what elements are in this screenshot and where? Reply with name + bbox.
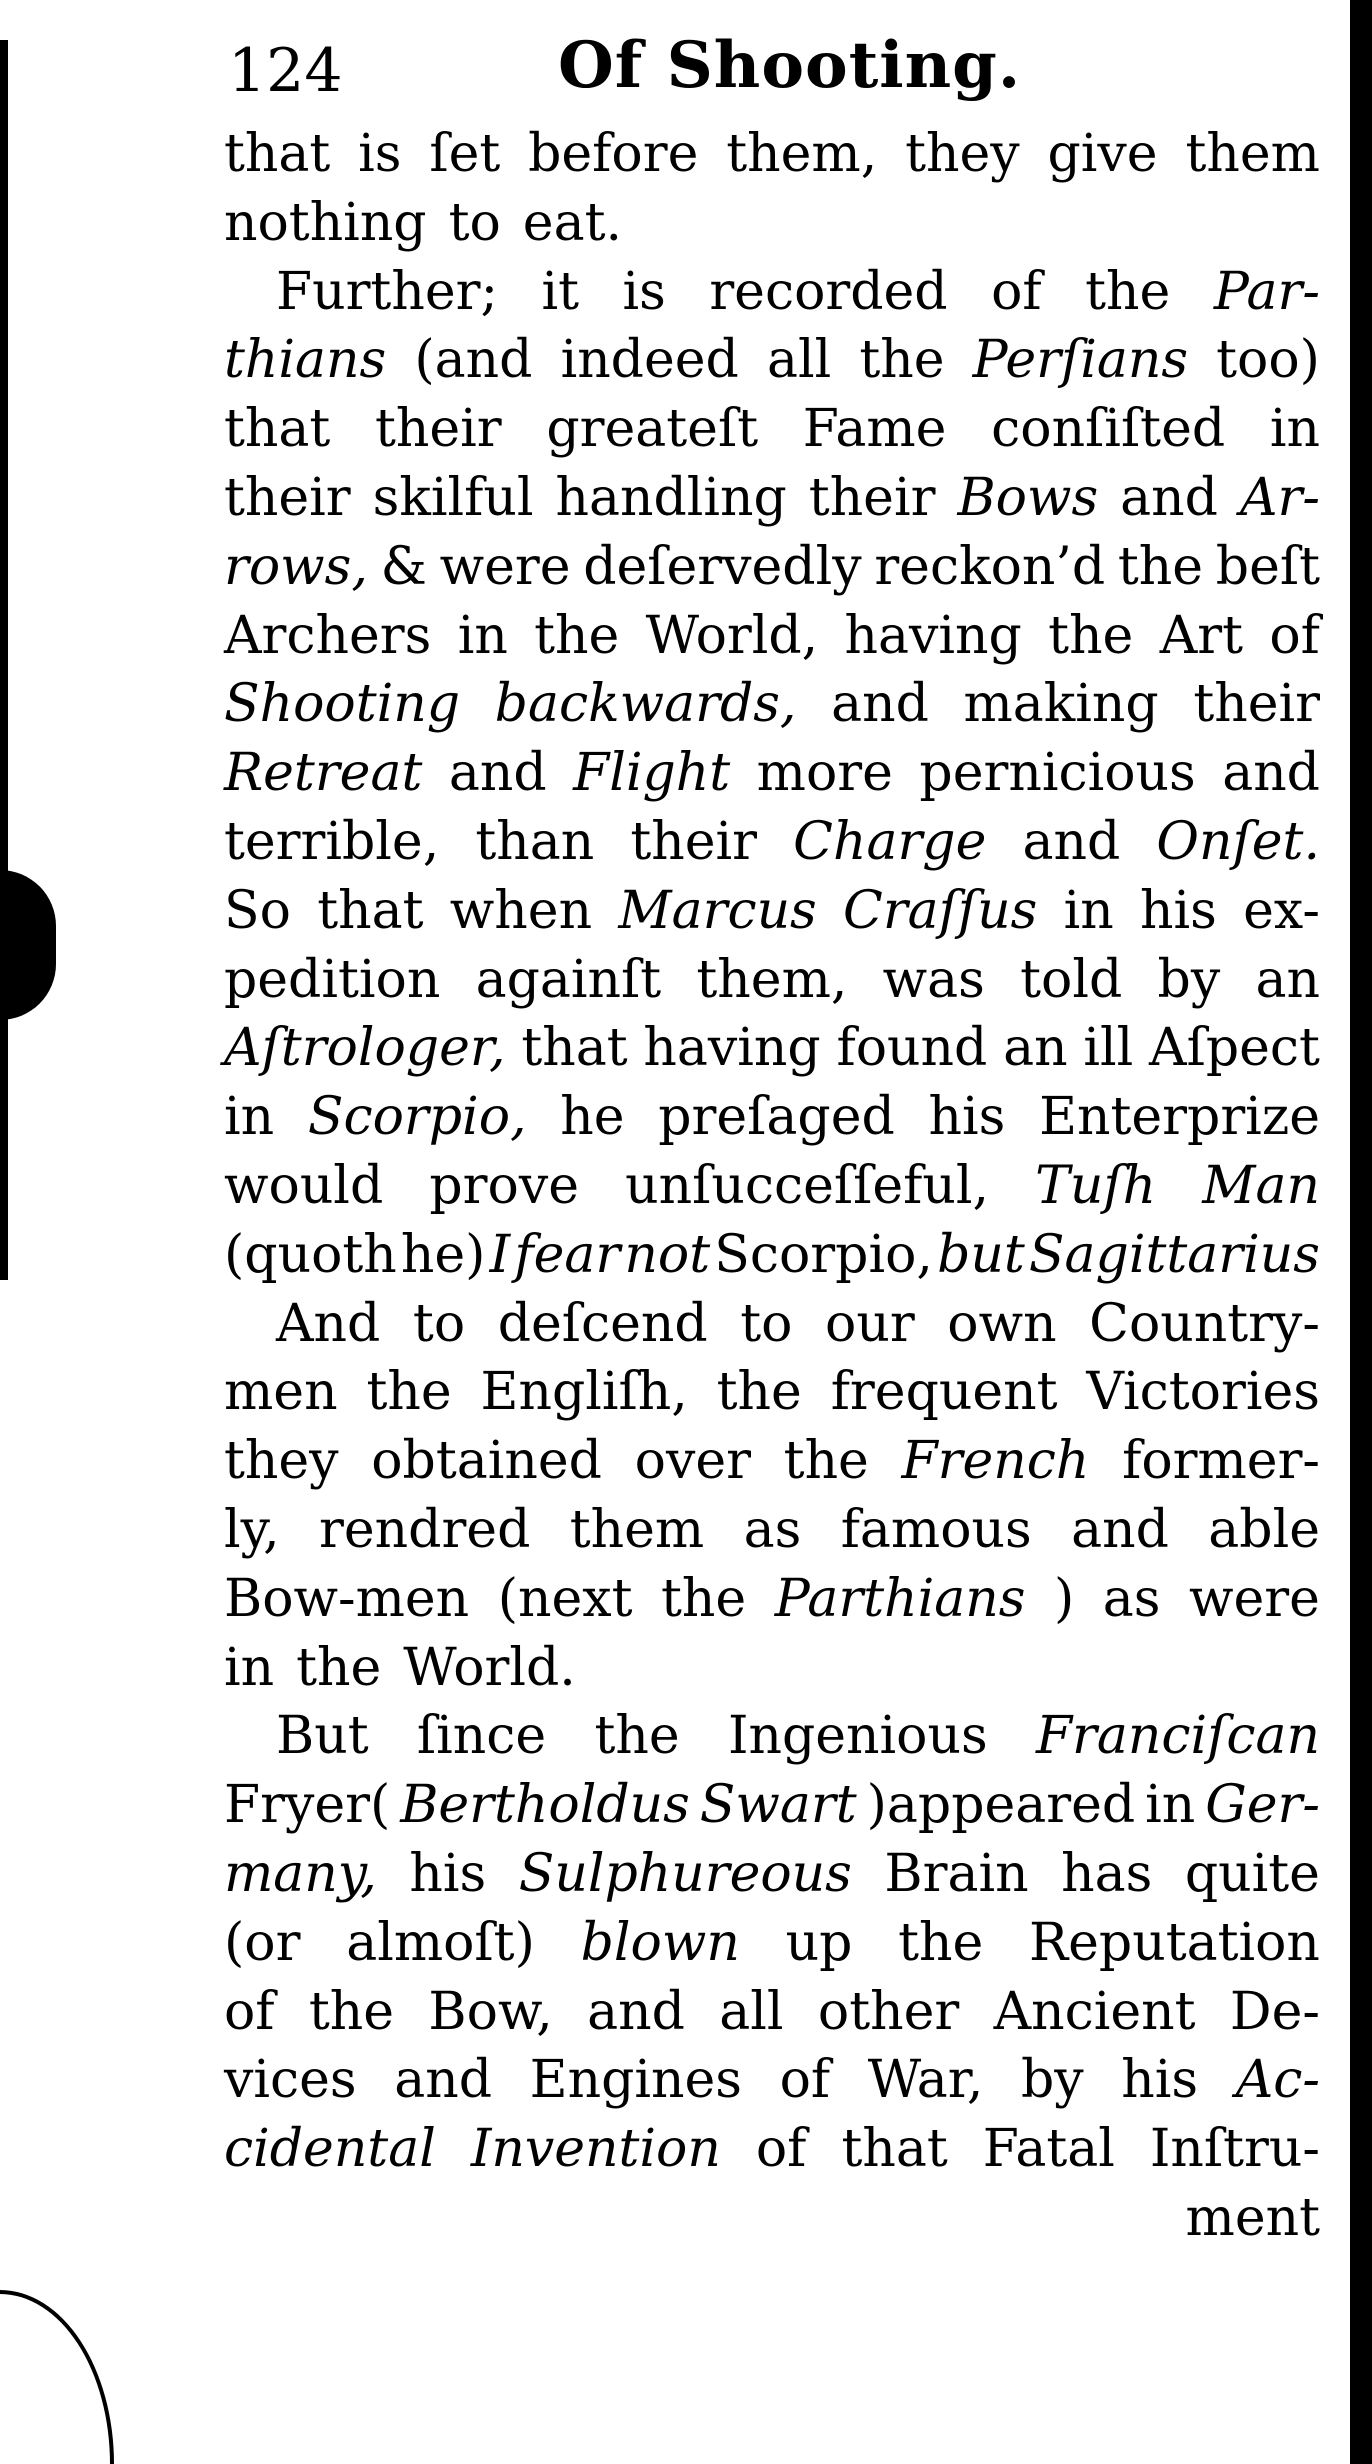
word: the <box>594 1706 680 1767</box>
word: has <box>1061 1843 1153 1904</box>
italic-word: rows, <box>224 536 368 597</box>
page-number: 124 <box>228 36 343 106</box>
word: all <box>719 1981 784 2042</box>
word: their <box>630 811 758 872</box>
word: the <box>716 1362 802 1423</box>
word: having <box>844 605 1022 666</box>
text-line <box>224 670 1320 739</box>
word: deſcend <box>497 1293 708 1354</box>
word: Engines <box>529 2050 742 2111</box>
word: Bow-men <box>224 1568 470 1629</box>
page-edge-left <box>0 40 8 1280</box>
word: their <box>1193 674 1320 735</box>
body-text <box>224 120 1320 2253</box>
word: unſucceſſeful, <box>625 1155 990 1216</box>
word: them, <box>696 949 848 1010</box>
word: the <box>859 330 945 391</box>
italic-word: backwards, <box>494 674 797 735</box>
word: againſt <box>475 949 662 1010</box>
word: were <box>439 536 571 597</box>
word: by <box>1021 2050 1084 2111</box>
word: Victories <box>1086 1362 1320 1423</box>
italic-word: blown <box>580 1912 740 1973</box>
word: Engliſh, <box>480 1362 688 1423</box>
word: that <box>841 2119 948 2180</box>
word: World, <box>645 605 819 666</box>
text-line <box>224 1083 1320 1152</box>
word: deſervedly <box>583 536 862 597</box>
word: World. <box>403 1637 576 1698</box>
word: beſt <box>1215 536 1320 597</box>
word: (next <box>497 1568 633 1629</box>
italic-word: Tuſh <box>1035 1155 1157 1216</box>
word: nothing <box>224 192 427 253</box>
word: to <box>448 192 501 253</box>
word: that <box>317 880 424 941</box>
word: the <box>1117 536 1204 597</box>
italic-word: Sulphureous <box>518 1843 852 1904</box>
word: more <box>756 743 893 804</box>
page-edge-right <box>1350 0 1372 2464</box>
italic-word: Charge <box>793 811 987 872</box>
word: and <box>448 743 547 804</box>
word: Aſpect <box>1149 1018 1320 1079</box>
word: And <box>276 1293 381 1354</box>
word: ment <box>1185 2187 1320 2248</box>
italic-word: Onſet. <box>1156 811 1320 872</box>
text-line <box>224 2115 1320 2184</box>
word: Reputation <box>1029 1912 1320 1973</box>
text-line <box>224 946 1320 1015</box>
text-line <box>224 464 1320 533</box>
word: handling <box>555 467 787 528</box>
word: found <box>836 1018 988 1079</box>
word: that <box>224 124 331 184</box>
word: the <box>1085 261 1171 322</box>
word: it <box>541 261 579 322</box>
word: former- <box>1122 1431 1320 1492</box>
word: of <box>1269 605 1320 666</box>
word: them <box>569 1499 705 1560</box>
word: than <box>475 811 595 872</box>
word: he) <box>400 1224 486 1285</box>
word: (and <box>414 330 533 391</box>
italic-word: Shooting <box>224 674 461 735</box>
text-line <box>224 189 1320 258</box>
word: the <box>1048 605 1134 666</box>
word: in <box>1269 399 1320 460</box>
word: the <box>296 1637 382 1698</box>
running-title: Of Shooting. <box>558 28 1022 103</box>
word: an <box>1255 949 1320 1010</box>
text-line <box>224 1290 1320 1359</box>
word: and <box>587 1981 685 2042</box>
italic-word: Flight <box>573 743 731 804</box>
word: to <box>740 1293 793 1354</box>
word: rendred <box>319 1499 531 1560</box>
word: famous <box>840 1499 1032 1560</box>
text-line <box>224 1014 1320 1083</box>
italic-word: French <box>901 1431 1090 1492</box>
word: in <box>224 1087 275 1148</box>
word: men <box>224 1362 338 1423</box>
italic-word: Ger- <box>1205 1775 1320 1836</box>
word: and <box>831 674 929 735</box>
word: De- <box>1229 1981 1320 2042</box>
word: of <box>224 1981 275 2042</box>
italic-word: fear <box>514 1224 621 1285</box>
italic-word: Swart <box>699 1775 857 1836</box>
italic-word: Aſtrologer, <box>224 1018 506 1079</box>
italic-word: I <box>489 1224 511 1285</box>
word: Fame <box>802 399 947 460</box>
word: that <box>224 399 331 460</box>
word: other <box>817 1981 960 2042</box>
italic-word: thians <box>224 330 387 391</box>
word: eat. <box>522 192 622 253</box>
word: prove <box>429 1155 579 1216</box>
italic-word: Marcus <box>618 880 817 941</box>
word: over <box>634 1431 751 1492</box>
word: his <box>409 1843 487 1904</box>
italic-word: Franciſcan <box>1035 1706 1320 1767</box>
word: would <box>224 1155 384 1216</box>
word: and <box>1222 743 1320 804</box>
word: Scorpio, <box>714 1224 933 1285</box>
text-line <box>224 1634 1320 1703</box>
word: ex- <box>1243 880 1320 941</box>
text-line <box>224 1427 1320 1496</box>
italic-word: Invention <box>470 2119 721 2180</box>
italic-word: Perſians <box>972 330 1189 391</box>
word: War, <box>867 2050 984 2111</box>
word: Art <box>1159 605 1243 666</box>
italic-word: but <box>937 1224 1025 1285</box>
word: own <box>947 1293 1057 1354</box>
text-line <box>224 808 1320 877</box>
word: in <box>224 1637 275 1698</box>
text-line <box>224 2046 1320 2115</box>
italic-word: Ac- <box>1235 2050 1320 2111</box>
word: Country- <box>1089 1293 1320 1354</box>
word: Bow, <box>428 1981 553 2042</box>
word: too) <box>1216 330 1320 391</box>
word: their <box>375 399 502 460</box>
italic-word: Par- <box>1213 261 1320 322</box>
word: and <box>1071 1499 1169 1560</box>
word: indeed <box>560 330 739 391</box>
word: as <box>743 1499 802 1560</box>
text-line <box>224 877 1320 946</box>
word: ſet <box>429 124 501 184</box>
word: quite <box>1184 1843 1320 1904</box>
word: in <box>1145 1775 1196 1836</box>
word: ) <box>1053 1568 1075 1629</box>
text-line <box>224 1221 1320 1290</box>
word: Further; <box>276 261 498 322</box>
word: ill <box>1083 1018 1134 1079</box>
text-line <box>224 1496 1320 1565</box>
word: vices <box>224 2050 357 2111</box>
text-line <box>224 1909 1320 1978</box>
word: in <box>1063 880 1114 941</box>
word: as <box>1102 1568 1161 1629</box>
word: (or <box>224 1912 301 1973</box>
word: give <box>1047 124 1158 184</box>
word: were <box>1189 1568 1320 1629</box>
word: that <box>521 1018 628 1079</box>
word: is <box>358 124 402 184</box>
word: & <box>380 536 427 597</box>
text-line <box>224 1358 1320 1427</box>
italic-word: Ar- <box>1239 467 1320 528</box>
word: making <box>963 674 1159 735</box>
word: when <box>449 880 593 941</box>
word: and <box>394 2050 492 2111</box>
word: Archers <box>224 605 432 666</box>
italic-word: cidental <box>224 2119 436 2180</box>
word: frequent <box>830 1362 1058 1423</box>
italic-word: Scorpio, <box>307 1087 527 1148</box>
word: the <box>783 1431 869 1492</box>
word: of <box>991 261 1042 322</box>
italic-word: Sagittarius <box>1028 1224 1320 1285</box>
italic-word: Parthians <box>774 1568 1026 1629</box>
word: the <box>366 1362 452 1423</box>
text-line <box>224 1840 1320 1909</box>
text-line <box>224 1565 1320 1634</box>
word: our <box>825 1293 915 1354</box>
word: the <box>898 1912 984 1973</box>
word: before <box>528 124 699 184</box>
word: they <box>905 124 1020 184</box>
word: terrible, <box>224 811 440 872</box>
word: having <box>643 1018 821 1079</box>
word: preſaged <box>658 1087 895 1148</box>
italic-word: Craſſus <box>843 880 1038 941</box>
word: he <box>560 1087 625 1148</box>
word: of <box>755 2119 807 2180</box>
word: skilful <box>372 467 534 528</box>
word: was <box>882 949 985 1010</box>
page-curl <box>0 2290 114 2464</box>
word: ly, <box>224 1499 280 1560</box>
word: them, <box>726 124 878 184</box>
italic-word: Bows <box>957 467 1099 528</box>
word: almoſt) <box>346 1912 535 1973</box>
word: pernicious <box>919 743 1196 804</box>
word: and <box>1120 467 1218 528</box>
text-line <box>224 739 1320 808</box>
word: Fatal <box>982 2119 1115 2180</box>
text-line <box>224 602 1320 671</box>
word: told <box>1020 949 1123 1010</box>
text-line <box>224 1978 1320 2047</box>
text-line <box>224 1152 1320 1221</box>
text-line <box>224 1702 1320 1771</box>
page-header <box>228 28 1308 118</box>
word: by <box>1157 949 1221 1010</box>
text-line <box>224 326 1320 395</box>
word: is <box>622 261 666 322</box>
word: the <box>534 605 620 666</box>
text-line <box>224 120 1320 189</box>
word: and <box>1022 811 1121 872</box>
word: Ingenious <box>727 1706 988 1767</box>
word: (quoth <box>224 1224 397 1285</box>
word: the <box>661 1568 747 1629</box>
word: Enterprize <box>1039 1087 1320 1148</box>
word: able <box>1208 1499 1320 1560</box>
italic-word: not <box>624 1224 711 1285</box>
word: in <box>457 605 508 666</box>
word: ſince <box>416 1706 547 1767</box>
text-line <box>224 1771 1320 1840</box>
word: the <box>308 1981 395 2042</box>
text-line <box>224 258 1320 327</box>
word: all <box>766 330 832 391</box>
word: his <box>1140 880 1217 941</box>
word: So <box>224 880 291 941</box>
word: pedition <box>224 949 441 1010</box>
word: recorded <box>709 261 948 322</box>
word: they <box>224 1431 339 1492</box>
italic-word: Retreat <box>224 743 423 804</box>
word: their <box>808 467 936 528</box>
text-line <box>224 395 1320 464</box>
word: their <box>224 467 351 528</box>
italic-word: Bertholdus <box>400 1775 690 1836</box>
word: Inſtru- <box>1149 2119 1320 2180</box>
word: conſiſted <box>991 399 1226 460</box>
word: Ancient <box>993 1981 1196 2042</box>
binding-shadow <box>0 870 56 1020</box>
italic-word: Man <box>1202 1155 1320 1216</box>
text-line <box>224 2184 1320 2253</box>
word: an <box>1003 1018 1068 1079</box>
word: his <box>928 1087 1006 1148</box>
word: them <box>1185 124 1320 184</box>
word: )appeared <box>866 1775 1136 1836</box>
text-line <box>224 533 1320 602</box>
word: up <box>785 1912 853 1973</box>
word: Brain <box>884 1843 1029 1904</box>
word: to <box>412 1293 466 1354</box>
word: of <box>779 2050 831 2111</box>
word: greateſt <box>546 399 759 460</box>
italic-word: many, <box>224 1843 377 1904</box>
word: Fryer( <box>224 1775 391 1836</box>
word: obtained <box>371 1431 602 1492</box>
word: his <box>1121 2050 1199 2111</box>
word: reckon’d <box>874 536 1106 597</box>
word: But <box>276 1706 369 1767</box>
